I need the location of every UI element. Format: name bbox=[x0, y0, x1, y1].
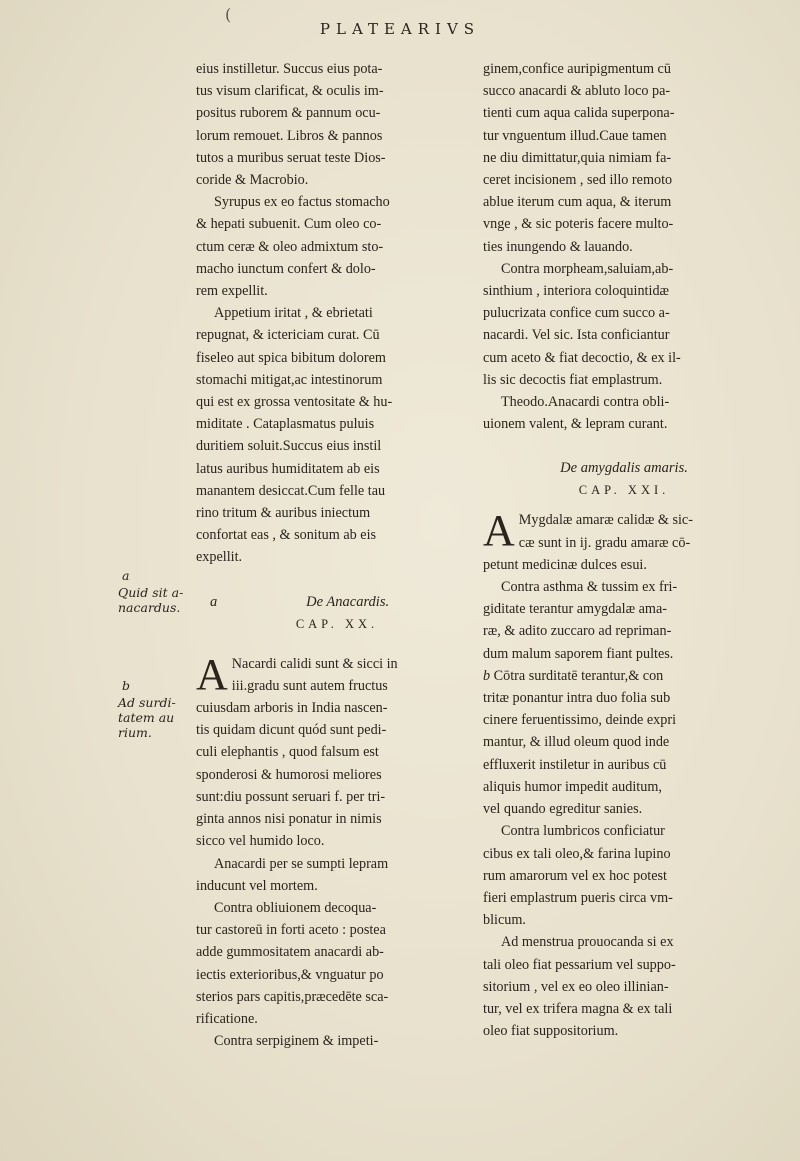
text-line: rificatione. bbox=[196, 1010, 258, 1027]
text-line: culi elephantis , quod falsum est bbox=[196, 744, 379, 761]
text-line: sterios pars capitis,præcedēte sca- bbox=[196, 988, 389, 1005]
text-line: miditate . Cataplasmatus puluis bbox=[196, 416, 375, 433]
running-head: PLATEARIVS bbox=[319, 20, 481, 38]
text-line: duritiem soluit.Succus eius instil bbox=[196, 438, 382, 455]
text-line: Appetium iritat , & ebrietati bbox=[214, 305, 373, 322]
text-line: effluxerit instiletur in auribus cū bbox=[483, 756, 667, 773]
text-line: lorum remouet. Libros & pannos bbox=[196, 127, 383, 144]
text-line: qui est ex grossa ventositate & hu- bbox=[196, 394, 393, 411]
text-line: nacardi. Vel sic. Ista conficiantur bbox=[483, 327, 670, 344]
text-line: manantem desiccat.Cum felle tau bbox=[196, 482, 386, 499]
text-line: tur, vel ex trifera magna & ex tali bbox=[483, 1000, 673, 1017]
dropcap-a: A bbox=[196, 649, 228, 699]
chapter-xx-title bbox=[196, 591, 478, 613]
right-text-before-chapter bbox=[483, 58, 765, 435]
text-line: Contra serpiginem & impeti- bbox=[214, 1033, 379, 1050]
margin-note-b-text: Ad surdi-tatem au rium. bbox=[118, 695, 176, 740]
text-line: blicum. bbox=[483, 912, 526, 929]
text-line: tritæ ponantur intra duo folia sub bbox=[483, 690, 671, 707]
text-line: Mygdalæ amaræ calidæ & sic- bbox=[518, 512, 693, 529]
text-line: sitorium , vel ex eo oleo illinian- bbox=[483, 978, 669, 995]
text-line: iii.gradu sunt autem fructus bbox=[231, 677, 388, 694]
margin-note-a-text: Quid sit a-nacardus. bbox=[118, 585, 184, 615]
text-line: stomachi mitigat,ac intestinorum bbox=[196, 371, 383, 388]
page-tick-mark: ( bbox=[225, 5, 232, 24]
text-line: Ad menstrua prouocanda si ex bbox=[501, 934, 674, 951]
text-line: rem expellit. bbox=[196, 283, 268, 300]
left-text-after-chapter bbox=[196, 649, 478, 1053]
left-text-before-chapter bbox=[196, 58, 478, 569]
text-line: vel quando egreditur sanies. bbox=[483, 801, 643, 818]
text-line: vnge , & sic poteris facere multo- bbox=[483, 216, 674, 233]
text-line: giditate terantur amygdalæ ama- bbox=[483, 601, 667, 618]
left-column bbox=[196, 58, 478, 1052]
text-line: pulucrizata confice cum succo a- bbox=[483, 305, 670, 322]
text-line: lis sic decoctis fiat emplastrum. bbox=[483, 371, 663, 388]
margin-note-b bbox=[118, 678, 194, 740]
text-line: ræ, & adito zuccaro ad repriman- bbox=[483, 623, 672, 640]
text-line: sunt:diu possunt seruari f. per tri- bbox=[196, 788, 386, 805]
text-line: Nacardi calidi sunt & sicci in bbox=[231, 655, 398, 672]
text-line: sicco vel humido loco. bbox=[196, 833, 325, 850]
text-line: positus ruborem & pannum ocu- bbox=[196, 105, 381, 122]
text-line: rum amarorum vel ex hoc potest bbox=[483, 867, 667, 884]
text-line: dum malum saporem fiant pultes. bbox=[483, 645, 674, 662]
text-line: cibus ex tali oleo,& farina lupino bbox=[483, 845, 671, 862]
margin-note-a bbox=[118, 568, 194, 615]
chapter-xx-marker: a bbox=[210, 593, 218, 610]
text-line: tali oleo fiat pessarium vel suppo- bbox=[483, 956, 676, 973]
text-line: Contra asthma & tussim ex fri- bbox=[501, 579, 678, 596]
right-text-after-chapter bbox=[483, 506, 765, 1042]
chapter-xx-number: CAP. XX. bbox=[295, 616, 379, 631]
text-line: oleo fiat suppositorium. bbox=[483, 1023, 619, 1040]
text-line: Anacardi per se sumpti lepram bbox=[214, 855, 389, 872]
chapter-xxi-number: CAP. XXI. bbox=[578, 483, 670, 498]
text-line: Contra lumbricos conficiatur bbox=[501, 823, 665, 840]
text-line: sinthium , interiora coloquintidæ bbox=[483, 283, 669, 300]
margin-note-a-key: a bbox=[122, 568, 130, 583]
chapter-xxi-title: De amygdalis amaris. bbox=[560, 460, 688, 477]
text-line: succo anacardi & abluto loco pa- bbox=[483, 83, 671, 100]
text-line: tus visum clarificat, & oculis im- bbox=[196, 83, 384, 100]
text-line: cuiusdam arboris in India nascen- bbox=[196, 700, 388, 717]
text-line: cinere feruentissimo, deinde expri bbox=[483, 712, 677, 729]
text-line: fiseleo aut spica bibitum dolorem bbox=[196, 349, 386, 366]
text-line: tur vnguentum illud.Caue tamen bbox=[483, 127, 667, 144]
text-line: macho iunctum confert & dolo- bbox=[196, 260, 376, 277]
text-line: inducunt vel mortem. bbox=[196, 877, 318, 894]
right-column bbox=[483, 58, 765, 1042]
text-line: ceret incisionem , sed illo remoto bbox=[483, 172, 673, 189]
text-line: petunt medicinæ dulces esui. bbox=[483, 556, 647, 573]
text-line: sponderosi & humorosi meliores bbox=[196, 766, 382, 783]
margin-note-b-key: b bbox=[122, 678, 131, 693]
text-line: cum aceto & fiat decoctio, & ex il- bbox=[483, 349, 681, 366]
text-line: eius instilletur. Succus eius pota- bbox=[196, 61, 383, 77]
dropcap-a-right: A bbox=[483, 506, 515, 556]
text-line: ablue iterum cum aqua, & iterum bbox=[483, 194, 672, 211]
text-line: aliquis humor impedit auditum, bbox=[483, 778, 662, 795]
text-line: Theodo.Anacardi contra obli- bbox=[501, 394, 670, 411]
text-line: iectis exterioribus,& vnguatur po bbox=[196, 966, 384, 983]
text-line: tur castoreū in forti aceto : postea bbox=[196, 922, 386, 939]
text-line: tis quidam dicunt quód sunt pedi- bbox=[196, 722, 387, 739]
text-line: repugnat, & ictericiam curat. Cū bbox=[196, 327, 380, 344]
chapter-xx-title-text: De Anacardis. bbox=[306, 593, 390, 610]
text-line: tienti cum aqua calida superpona- bbox=[483, 105, 675, 122]
text-line: ties inungendo & lauando. bbox=[483, 238, 633, 255]
text-line: Contra morpheam,saluiam,ab- bbox=[501, 260, 674, 277]
text-line: rino tritum & auribus iniectum bbox=[196, 505, 371, 522]
text-line: latus auribus humiditatem ab eis bbox=[196, 460, 380, 477]
text-line: ginta annos nisi ponatur in nimis bbox=[196, 811, 382, 828]
text-line: confortat eas , & sonitum ab eis bbox=[196, 527, 377, 544]
text-line: expellit. bbox=[196, 549, 243, 566]
text-line: Syrupus ex eo factus stomacho bbox=[214, 194, 390, 211]
text-line: tutos a muribus seruat teste Dios- bbox=[196, 149, 386, 166]
text-line: adde gummositatem anacardi ab- bbox=[196, 944, 384, 961]
text-line: ne diu dimittatur,quia nimiam fa- bbox=[483, 149, 672, 166]
text-line: Contra obliuionem decoqua- bbox=[214, 899, 377, 916]
text-line: ctum ceræ & oleo admixtum sto- bbox=[196, 238, 384, 255]
text-line: uionem valent, & lepram curant. bbox=[483, 416, 668, 433]
text-line: cæ sunt in ij. gradu amaræ cō- bbox=[518, 534, 691, 551]
text-line: ginem,confice auripigmentum cū bbox=[483, 61, 671, 77]
text-line: fieri emplastrum pueris circa vm- bbox=[483, 889, 673, 906]
inline-marker-b: b bbox=[483, 667, 494, 684]
text-line: & hepati subuenit. Cum oleo co- bbox=[196, 216, 382, 233]
text-line: coride & Macrobio. bbox=[196, 172, 309, 189]
text-line: mantur, & illud oleum quod inde bbox=[483, 734, 670, 751]
text-line: b Cōtra surditatē terantur,& con bbox=[483, 667, 664, 684]
